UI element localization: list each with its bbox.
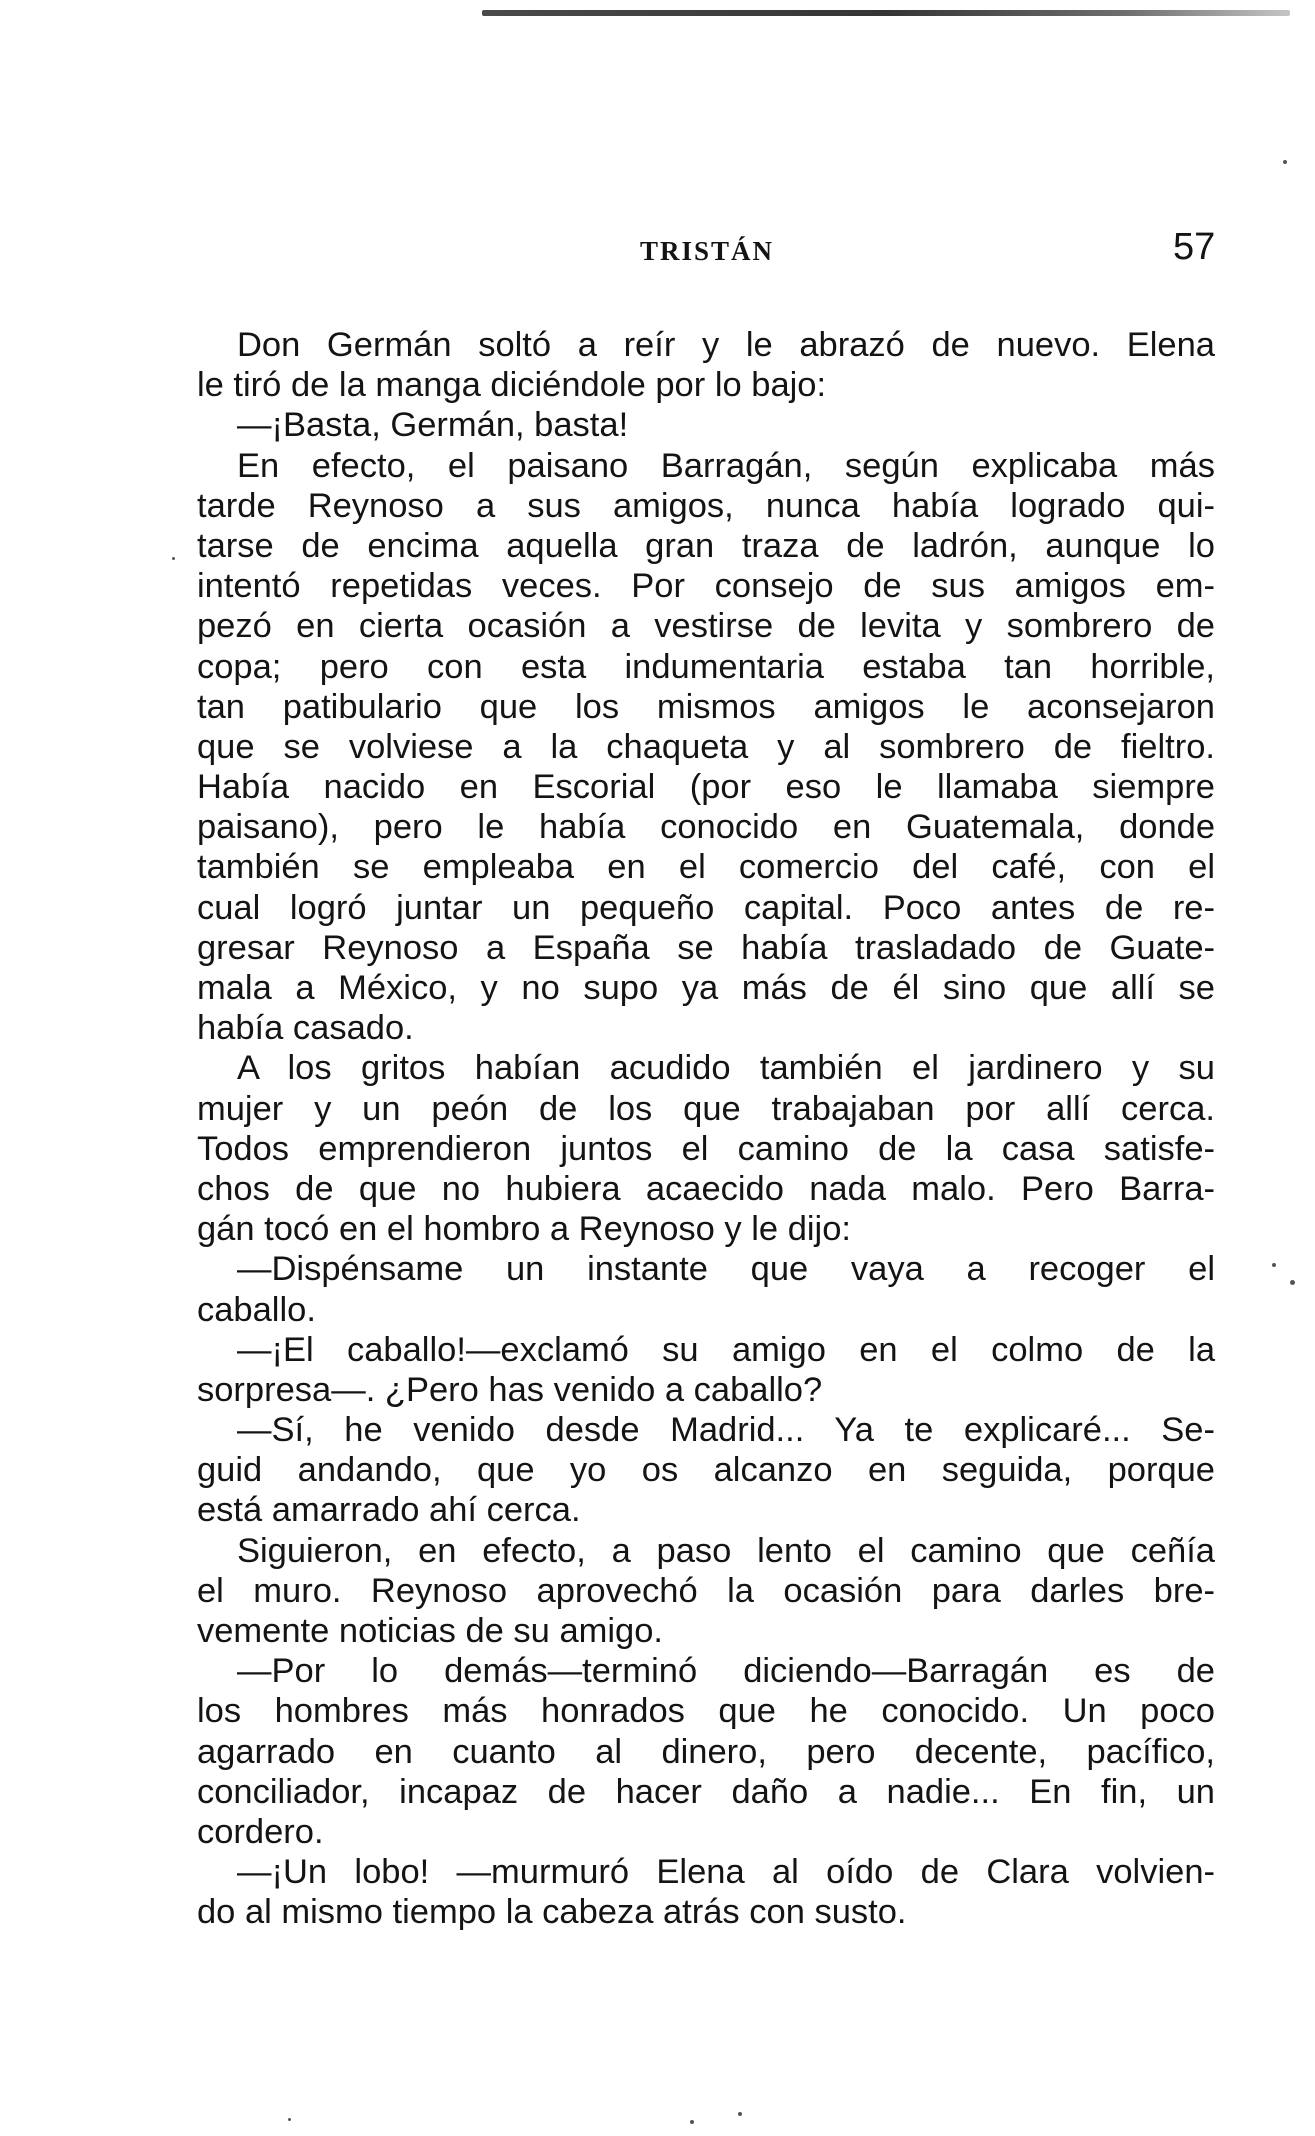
print-speck xyxy=(1290,1280,1295,1285)
text-line: do al mismo tiempo la cabeza atrás con susto. xyxy=(197,1893,907,1932)
text-line: —Dispénsame un instante que vaya a recoger el xyxy=(237,1250,1215,1289)
text-line: —Por lo demás—terminó diciendo—Barragán es de xyxy=(237,1652,1215,1691)
text-line: mujer y un peón de los que trabajaban por allí cerca. xyxy=(197,1089,1215,1128)
text-line: tan patibulario que los mismos amigos le aconsejaron xyxy=(197,687,1215,726)
text-line: le tiró de la manga diciéndole por lo bajo: xyxy=(197,366,827,405)
text-line: cual logró juntar un pequeño capital. Poco antes de re- xyxy=(197,888,1215,927)
text-line: gán tocó en el hombro a Reynoso y le dijo: xyxy=(197,1210,851,1249)
body-text xyxy=(197,325,1215,1933)
print-speck xyxy=(690,2120,694,2124)
text-line: Todos emprendieron juntos el camino de la casa satisfe- xyxy=(197,1129,1215,1168)
print-speck xyxy=(1283,160,1287,164)
text-line: los hombres más honrados que he conocido. Un poco xyxy=(197,1692,1215,1731)
text-line: tarde Reynoso a sus amigos, nunca había logrado qui- xyxy=(197,486,1215,525)
text-line: cordero. xyxy=(197,1812,324,1851)
text-line: copa; pero con esta indumentaria estaba tan horrible, xyxy=(197,647,1215,686)
text-line: también se empleaba en el comercio del café, con el xyxy=(197,848,1215,887)
text-line: —¡Basta, Germán, basta! xyxy=(237,406,629,445)
print-speck xyxy=(738,2112,742,2116)
text-line: A los gritos habían acudido también el jardinero y su xyxy=(237,1049,1215,1088)
text-line: agarrado en cuanto al dinero, pero decente, pacífico, xyxy=(197,1732,1215,1771)
page-number: 57 xyxy=(1173,226,1216,268)
print-speck xyxy=(172,557,175,560)
text-line: Había nacido en Escorial (por eso le llamaba siempre xyxy=(197,768,1215,807)
print-speck xyxy=(288,2118,291,2121)
text-line: —¡El caballo!—exclamó su amigo en el colmo de la xyxy=(237,1330,1215,1369)
text-line: caballo. xyxy=(197,1290,316,1329)
text-line: En efecto, el paisano Barragán, según explicaba más xyxy=(237,446,1215,485)
top-edge-rule xyxy=(482,10,1290,16)
text-line: Don Germán soltó a reír y le abrazó de nuevo. Elena xyxy=(237,326,1215,364)
text-line: guid andando, que yo os alcanzo en seguida, porque xyxy=(197,1451,1215,1490)
text-line: vemente noticias de su amigo. xyxy=(197,1612,664,1650)
text-line: había casado. xyxy=(197,1009,414,1048)
text-line: pezó en cierta ocasión a vestirse de levita y sombrero de xyxy=(197,607,1215,646)
text-line: Siguieron, en efecto, a paso lento el camino que ceñía xyxy=(237,1531,1215,1570)
text-line: chos de que no hubiera acaecido nada malo. Pero Barra- xyxy=(197,1169,1215,1208)
text-line: —Sí, he venido desde Madrid... Ya te explicaré... Se- xyxy=(237,1411,1215,1450)
text-line: está amarrado ahí cerca. xyxy=(197,1491,581,1530)
print-speck xyxy=(1272,1263,1276,1267)
text-line: intentó repetidas veces. Por consejo de sus amigos em- xyxy=(197,567,1215,606)
running-header xyxy=(0,226,1315,276)
text-line: el muro. Reynoso aprovechó la ocasión para darles bre- xyxy=(197,1571,1215,1610)
text-line: sorpresa—. ¿Pero has venido a caballo? xyxy=(197,1370,823,1409)
text-line: conciliador, incapaz de hacer daño a nadie... En fin, un xyxy=(197,1772,1215,1811)
text-line: gresar Reynoso a España se había trasladado de Guate- xyxy=(197,928,1215,967)
text-line: —¡Un lobo! —murmuró Elena al oído de Clara volvien- xyxy=(237,1853,1215,1892)
text-line: tarse de encima aquella gran traza de ladrón, aunque lo xyxy=(197,526,1215,565)
text-line: mala a México, y no supo ya más de él sino que allí se xyxy=(197,969,1215,1007)
running-title: TRISTÁN xyxy=(640,236,775,266)
text-line: que se volviese a la chaqueta y al sombrero de fieltro. xyxy=(197,727,1215,766)
text-line: paisano), pero le había conocido en Guatemala, donde xyxy=(197,808,1215,847)
